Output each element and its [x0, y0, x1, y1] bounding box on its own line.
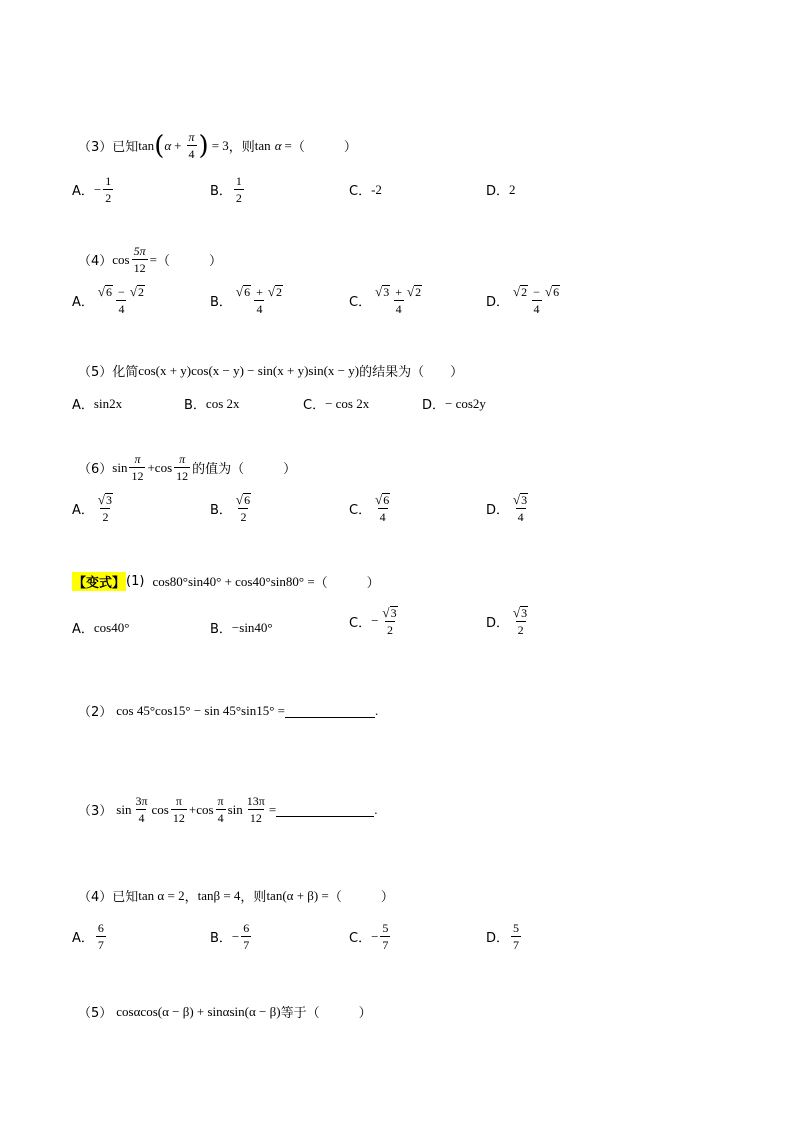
sqrt: √ 2 [513, 284, 528, 299]
math-func: tan [138, 137, 155, 153]
math-func: cos [112, 251, 130, 267]
math-func: sin [112, 459, 128, 475]
fraction [234, 175, 244, 204]
fraction [96, 285, 147, 315]
fraction [187, 131, 197, 160]
fraction [234, 493, 253, 523]
option-label: D． [486, 931, 510, 946]
fraction-denominator: 4 [379, 510, 386, 524]
option-label: C． [349, 931, 372, 946]
fraction-numerator: π [175, 794, 182, 808]
option-label: C． [349, 502, 372, 518]
right-paren: ) [198, 130, 209, 161]
question-text: 等于 [280, 1006, 307, 1021]
radicand: 2 [137, 285, 144, 299]
option-label: B． [210, 931, 232, 946]
fraction-denominator: 2 [102, 510, 109, 524]
fraction-denominator: 2 [105, 191, 112, 205]
fraction-denominator: 4 [217, 811, 224, 825]
fraction-denominator: 7 [382, 938, 389, 952]
option-label: D． [486, 615, 510, 631]
question-5 [78, 361, 463, 380]
fraction-denominator: 2 [386, 623, 393, 637]
fraction [511, 493, 530, 523]
fraction-numerator [96, 493, 115, 508]
fraction-denominator: 4 [256, 302, 263, 316]
sqrt: √ 3 [382, 605, 397, 620]
option-label: C． [303, 398, 326, 413]
math-expression: tan(α + β) = [266, 887, 329, 903]
math-eq: = [268, 801, 277, 817]
radicand: 6 [553, 285, 560, 299]
option-label: B． [210, 622, 232, 637]
option-label: C． [349, 184, 372, 199]
question-number: (1) [126, 574, 145, 589]
question-number: （4） [78, 890, 113, 905]
variant-4 [78, 886, 394, 905]
fraction-denominator: 12 [133, 261, 146, 275]
fraction-denominator: 2 [235, 191, 242, 205]
math-func: sin [227, 801, 243, 817]
option-label: D． [486, 294, 510, 310]
fraction [380, 606, 399, 636]
fraction-numerator [380, 606, 399, 621]
question-text: 化简 [112, 365, 139, 380]
option-b [210, 493, 255, 523]
answer-paren: （ ） [328, 890, 394, 905]
fraction-numerator [373, 285, 424, 300]
fraction-numerator [373, 493, 392, 508]
fraction-denominator: 4 [395, 302, 402, 316]
option-value: cos40° [93, 619, 130, 635]
question-3 [78, 131, 357, 160]
fraction-numerator [234, 493, 253, 508]
option-label: D． [422, 398, 446, 413]
question-text: ，则 [240, 890, 267, 905]
option-a [72, 493, 117, 523]
fraction-numerator [511, 606, 530, 621]
fraction [234, 285, 285, 315]
fraction [511, 922, 521, 951]
fraction-denominator: 2 [517, 623, 524, 637]
sqrt: √ 3 [375, 284, 390, 299]
option-value: sin2x [93, 395, 123, 411]
fraction [132, 245, 148, 274]
option-a [72, 175, 115, 204]
answer-blank[interactable] [285, 703, 375, 718]
radicand: 2 [415, 285, 422, 299]
sqrt: √ 3 [97, 492, 113, 507]
fraction [511, 285, 562, 315]
radicand: 6 [383, 493, 390, 507]
fraction-numerator [511, 493, 530, 508]
option-a [72, 394, 122, 413]
option-label: A． [72, 184, 94, 199]
option-c [349, 180, 382, 199]
math-eq: = [284, 137, 292, 153]
radicand: 6 [244, 493, 251, 507]
question-number: （5） [78, 1006, 113, 1021]
fraction-denominator: 4 [517, 510, 524, 524]
question-number: （4） [78, 254, 113, 269]
option-d [486, 180, 516, 199]
option-d [486, 922, 523, 951]
sqrt: √ 3 [513, 605, 528, 620]
option-c [303, 394, 369, 413]
answer-blank[interactable] [276, 802, 374, 817]
answer-paren: （ ） [156, 254, 222, 269]
option-c [349, 606, 402, 636]
math-op: + [174, 137, 182, 153]
option-b [210, 175, 246, 204]
sqrt: √ 6 [544, 284, 560, 299]
radicand: 2 [521, 285, 528, 299]
option-label: A． [72, 294, 94, 310]
option-label: C． [349, 615, 372, 631]
option-value: −sin40° [231, 619, 273, 635]
fraction-numerator: 1 [235, 174, 242, 188]
question-text: 的结果为 [359, 365, 412, 380]
option-label: A． [72, 622, 94, 637]
math-sign: − [371, 613, 379, 628]
option-b [184, 394, 240, 413]
answer-paren: （ ） [291, 140, 357, 155]
sqrt: √ 3 [513, 492, 528, 507]
option-d [486, 493, 532, 523]
fraction-numerator: 5 [513, 921, 520, 935]
option-value: cos 2x [205, 395, 240, 411]
fraction [174, 453, 190, 482]
question-4 [78, 245, 222, 274]
fraction-denominator: 12 [176, 469, 189, 483]
math-eq: = 3 [211, 137, 229, 153]
fraction-numerator: 6 [243, 921, 250, 935]
fraction-denominator: 12 [131, 469, 144, 483]
option-value: − cos 2x [325, 395, 370, 411]
math-func: tan [254, 137, 271, 153]
math-op: − [533, 285, 540, 299]
option-c [349, 493, 394, 523]
math-sign: − [371, 928, 379, 944]
variant-1 [72, 572, 380, 591]
math-sign: − [93, 181, 102, 197]
option-label: B． [210, 294, 232, 310]
answer-paren: （ ） [231, 462, 297, 477]
option-label: A． [72, 398, 94, 413]
answer-paren: （ ） [306, 1006, 372, 1021]
fraction [171, 795, 187, 824]
math-op: + [395, 285, 402, 299]
answer-paren: （ ） [314, 576, 380, 591]
fraction [133, 795, 149, 824]
fraction-denominator: 7 [513, 938, 520, 952]
question-number: （6） [78, 462, 113, 477]
sqrt: √ 2 [407, 284, 422, 299]
option-d [422, 394, 486, 413]
math-expression: cos(x + y)cos(x − y) − sin(x + y)sin(x − y) [138, 362, 360, 378]
option-d [486, 606, 532, 636]
option-d [486, 285, 564, 315]
sqrt: √ 6 [235, 284, 251, 299]
math-var: α [274, 137, 282, 153]
math-op: − [118, 285, 125, 299]
radicand: 3 [383, 285, 390, 299]
option-label: D． [486, 184, 510, 199]
math-op: + [147, 459, 155, 475]
option-a [72, 618, 129, 637]
question-number: （5） [78, 365, 113, 380]
fraction-numerator: 6 [97, 921, 104, 935]
radicand: 3 [390, 606, 397, 620]
variant-3 [78, 795, 377, 824]
math-expression: cos80°sin40° + cos40°sin80° = [152, 573, 315, 589]
question-text: ，则 [228, 140, 255, 155]
fraction-denominator: 12 [172, 811, 185, 825]
math-func: cos [154, 459, 173, 475]
question-number: （3） [78, 140, 113, 155]
fraction-numerator: 13π [246, 794, 265, 808]
fraction-numerator: 3π [135, 794, 148, 808]
question-6 [78, 453, 296, 482]
option-value: − cos2y [445, 395, 486, 411]
option-value: 2 [509, 181, 516, 197]
fraction-numerator [96, 285, 147, 300]
option-value: -2 [371, 181, 382, 197]
left-paren: ( [154, 130, 165, 161]
fraction-numerator: π [179, 452, 186, 466]
fraction-numerator: π [188, 130, 195, 144]
math-expression: cos 45°cos15° − sin 45°sin15° = [116, 702, 285, 718]
fraction [511, 606, 530, 636]
math-func: cos [196, 801, 214, 817]
fraction-numerator: π [134, 452, 141, 466]
fraction-denominator: 7 [97, 938, 104, 952]
sqrt: √ 2 [129, 284, 144, 299]
fraction [216, 795, 226, 824]
option-label: B． [210, 502, 232, 518]
math-expression: cosαcos(α − β) + sinαsin(α − β) [116, 1003, 281, 1019]
variant-5 [78, 1002, 372, 1021]
fraction [96, 493, 115, 523]
question-number: （2） [78, 705, 113, 720]
fraction [129, 453, 145, 482]
math-op: + [256, 285, 263, 299]
fraction-denominator: 7 [243, 938, 250, 952]
variant-tag: 【变式】 [72, 572, 126, 591]
fraction-denominator: 4 [138, 811, 145, 825]
math-expression: tan α = 2 [138, 887, 185, 903]
radicand: 6 [106, 285, 113, 299]
option-label: A． [72, 931, 94, 946]
answer-paren: （ ） [411, 365, 464, 380]
sqrt: √ 6 [235, 492, 251, 507]
radicand: 2 [275, 285, 282, 299]
question-text: ， [184, 890, 198, 905]
option-label: D． [486, 502, 510, 518]
sqrt: √ 6 [375, 492, 390, 507]
option-label: C． [349, 294, 372, 310]
fraction-numerator [511, 285, 562, 300]
fraction-denominator: 2 [240, 510, 247, 524]
fraction-numerator: 5 [382, 921, 389, 935]
period: . [375, 702, 379, 718]
fraction [245, 795, 267, 824]
fraction-numerator [234, 285, 285, 300]
option-b [210, 285, 287, 315]
fraction [96, 922, 106, 951]
fraction-numerator: 5π [133, 244, 146, 258]
math-expression: tanβ = 4 [197, 887, 241, 903]
variant-2 [78, 701, 378, 720]
math-var: α [164, 137, 172, 153]
sqrt: √ 2 [267, 284, 282, 299]
option-label: A． [72, 502, 94, 518]
fraction-denominator: 4 [118, 302, 125, 316]
question-text: 已知 [112, 890, 139, 905]
option-label: B． [184, 398, 206, 413]
fraction-numerator: π [217, 794, 224, 808]
math-func: sin [116, 801, 132, 817]
math-eq: = [149, 251, 157, 267]
question-text: 已知 [112, 140, 139, 155]
option-c [349, 285, 426, 315]
option-c [349, 922, 392, 951]
math-func: cos [151, 801, 169, 817]
fraction-denominator: 4 [188, 147, 195, 161]
fraction [241, 922, 251, 951]
fraction [103, 175, 113, 204]
fraction [380, 922, 390, 951]
math-sign: − [231, 928, 240, 944]
fraction-denominator: 12 [249, 811, 262, 825]
option-label: B． [210, 184, 232, 199]
sqrt: √ 6 [97, 284, 113, 299]
fraction-numerator: 1 [105, 174, 112, 188]
radicand: 3 [106, 493, 113, 507]
fraction-denominator: 4 [533, 302, 540, 316]
option-b [210, 922, 253, 951]
radicand: 3 [521, 606, 528, 620]
question-number: （3） [78, 804, 113, 819]
option-b [210, 618, 273, 637]
radicand: 3 [521, 493, 528, 507]
math-op: + [188, 801, 197, 817]
option-a [72, 285, 149, 315]
period: . [374, 801, 378, 817]
fraction [373, 285, 424, 315]
fraction [373, 493, 392, 523]
question-text: 的值为 [192, 462, 232, 477]
radicand: 6 [244, 285, 251, 299]
option-a [72, 922, 108, 951]
